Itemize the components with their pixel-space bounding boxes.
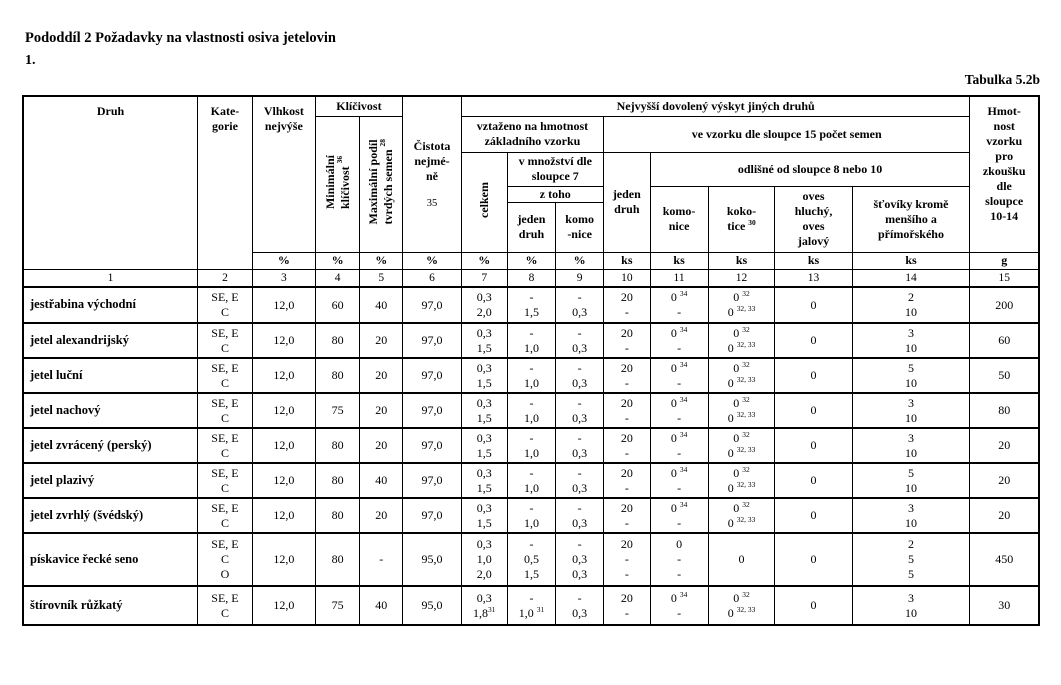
value-cell: 3 10 — [852, 498, 970, 533]
value-cell: SE, E C — [198, 498, 253, 533]
column-number-cell: 11 — [650, 269, 708, 287]
value-cell: 0 — [775, 287, 852, 323]
cistota-footnote: 35 — [426, 197, 438, 209]
value-cell: 0 — [775, 533, 852, 586]
value-cell: 0,3 1,5 — [461, 463, 507, 498]
item-number: 1. — [25, 53, 36, 68]
species-name-cell: jetel plazivý — [23, 463, 198, 498]
celkem-label: celkem — [476, 182, 491, 218]
unit-cell: ks — [708, 252, 775, 269]
value-cell: 75 — [315, 586, 360, 625]
value-cell: - 1,0 — [507, 428, 556, 463]
value-cell: 20 — [360, 393, 403, 428]
value-cell: 80 — [315, 428, 360, 463]
value-cell: 0 $^{34}$ - — [650, 498, 708, 533]
value-cell: 75 — [315, 393, 360, 428]
species-name-cell: jetel nachový — [23, 393, 198, 428]
col-header-v-mnozstvi: v množství dle sloupce 7 — [507, 152, 603, 186]
value-cell: 0 $^{32}$ 0 $^{32, 33}$ — [708, 287, 775, 323]
value-cell: 450 — [970, 533, 1039, 586]
value-cell: 2 5 5 — [852, 533, 970, 586]
column-number-cell: 9 — [556, 269, 604, 287]
unit-cell: ks — [852, 252, 970, 269]
col-header-max-podil-tvrdych-semen — [360, 116, 403, 252]
unit-cell: % — [507, 252, 556, 269]
value-cell: 80 — [315, 463, 360, 498]
value-cell: - 0,3 — [556, 428, 604, 463]
table-row — [23, 358, 1039, 393]
table-row — [23, 287, 1039, 323]
value-cell: 20 — [360, 323, 403, 358]
value-cell: 5 10 — [852, 358, 970, 393]
unit-cell: ks — [775, 252, 852, 269]
value-cell: SE, E C — [198, 323, 253, 358]
col-header-jeden-druh-8: jeden druh — [507, 202, 556, 252]
column-number-cell: 3 — [252, 269, 315, 287]
unit-cell: % — [252, 252, 315, 269]
value-cell: 97,0 — [403, 287, 462, 323]
value-cell: 0 — [775, 463, 852, 498]
value-cell: - 1,5 — [507, 287, 556, 323]
value-cell: - 0,3 0,3 — [556, 533, 604, 586]
value-cell: 95,0 — [403, 586, 462, 625]
value-cell: 0,3 1,5 — [461, 323, 507, 358]
value-cell: - 1,0 — [507, 463, 556, 498]
col-header-celkem — [461, 152, 507, 252]
value-cell: 60 — [970, 323, 1039, 358]
table-row — [23, 498, 1039, 533]
column-numbers-row — [23, 269, 1039, 287]
value-cell: 0 $^{34}$ - — [650, 323, 708, 358]
col-header-min-klicivost — [315, 116, 360, 252]
col-header-klicivost: Klíčivost — [315, 96, 402, 116]
value-cell: - 0,3 — [556, 358, 604, 393]
value-cell: 97,0 — [403, 428, 462, 463]
value-cell: SE, E C O — [198, 533, 253, 586]
species-name-cell: štírovník růžkatý — [23, 586, 198, 625]
value-cell: SE, E C — [198, 287, 253, 323]
value-cell: 0 — [775, 393, 852, 428]
value-cell: 80 — [315, 323, 360, 358]
value-cell: 0 $^{32}$ 0 $^{32, 33}$ — [708, 428, 775, 463]
table-row — [23, 323, 1039, 358]
value-cell: 60 — [315, 287, 360, 323]
value-cell: - 1,0 $^{31}$ — [507, 586, 556, 625]
value-cell: SE, E C — [198, 393, 253, 428]
table-caption: Tabulka 5.2b — [964, 72, 1040, 87]
value-cell: 0,3 1,0 2,0 — [461, 533, 507, 586]
value-cell: 20 — [360, 428, 403, 463]
value-cell: - 0,3 — [556, 287, 604, 323]
table-row — [23, 393, 1039, 428]
table-row — [23, 463, 1039, 498]
value-cell: 50 — [970, 358, 1039, 393]
value-cell: 12,0 — [252, 533, 315, 586]
col-header-z-toho: z toho — [507, 186, 603, 202]
value-cell: 40 — [360, 463, 403, 498]
unit-cell: ks — [650, 252, 708, 269]
value-cell: 0,3 1,5 — [461, 393, 507, 428]
column-number-cell: 10 — [603, 269, 650, 287]
value-cell: 0,3 1,5 — [461, 498, 507, 533]
value-cell: 20 - — [603, 393, 650, 428]
requirements-table — [22, 95, 1040, 626]
value-cell: 97,0 — [403, 498, 462, 533]
value-cell: 97,0 — [403, 463, 462, 498]
column-number-cell: 5 — [360, 269, 403, 287]
col-header-druh: Druh — [23, 96, 198, 269]
value-cell: 12,0 — [252, 463, 315, 498]
unit-cell: % — [315, 252, 360, 269]
value-cell: 0 - - — [650, 533, 708, 586]
col-header-komonice-11: komo- nice — [650, 186, 708, 252]
max-podil-label: Maximální podíl tvrdých semen $^{28}$ — [366, 139, 396, 225]
value-cell: 2 10 — [852, 287, 970, 323]
value-cell: 20 — [360, 358, 403, 393]
value-cell: 80 — [315, 498, 360, 533]
page-title: Pododdíl 2 Požadavky na vlastnosti osiva jetelovin — [25, 30, 336, 46]
col-header-komonice-9: komo -nice — [556, 202, 604, 252]
col-header-kokotice-12: koko- tice $^{30}$ — [708, 186, 775, 252]
value-cell: SE, E C — [198, 428, 253, 463]
col-header-vztazeno-na-hmotnost: vztaženo na hmotnost základního vzorku — [461, 116, 603, 152]
header-row-1 — [23, 96, 1039, 116]
unit-cell: % — [461, 252, 507, 269]
value-cell: 97,0 — [403, 323, 462, 358]
value-cell: 20 - — [603, 463, 650, 498]
value-cell: 80 — [970, 393, 1039, 428]
value-cell: 20 - - — [603, 533, 650, 586]
value-cell: - 0,3 — [556, 498, 604, 533]
value-cell: 0 $^{34}$ - — [650, 586, 708, 625]
column-number-cell: 1 — [23, 269, 198, 287]
value-cell: 20 — [970, 463, 1039, 498]
value-cell: 3 10 — [852, 428, 970, 463]
value-cell: 80 — [315, 533, 360, 586]
value-cell: - 0,3 — [556, 393, 604, 428]
value-cell: 97,0 — [403, 393, 462, 428]
table-row — [23, 533, 1039, 586]
value-cell: 20 — [970, 428, 1039, 463]
column-number-cell: 13 — [775, 269, 852, 287]
value-cell: - 0,3 — [556, 586, 604, 625]
value-cell: 0 — [775, 498, 852, 533]
value-cell: 3 10 — [852, 586, 970, 625]
value-cell: 20 - — [603, 428, 650, 463]
unit-cell: % — [360, 252, 403, 269]
col-header-kategorie: Kate- gorie — [198, 96, 253, 269]
column-number-cell: 7 — [461, 269, 507, 287]
value-cell: 0 $^{32}$ 0 $^{32, 33}$ — [708, 498, 775, 533]
value-cell: - 0,3 — [556, 323, 604, 358]
species-name-cell: jetel luční — [23, 358, 198, 393]
col-header-ve-vzorku: ve vzorku dle sloupce 15 počet semen — [603, 116, 969, 152]
value-cell: 30 — [970, 586, 1039, 625]
value-cell: 95,0 — [403, 533, 462, 586]
value-cell: 200 — [970, 287, 1039, 323]
column-number-cell: 14 — [852, 269, 970, 287]
value-cell: 0 — [775, 428, 852, 463]
value-cell: 20 - — [603, 287, 650, 323]
species-name-cell: jetel zvrhlý (švédský) — [23, 498, 198, 533]
value-cell: SE, E C — [198, 463, 253, 498]
value-cell: - 0,3 — [556, 463, 604, 498]
value-cell: - 1,0 — [507, 498, 556, 533]
value-cell: - 1,0 — [507, 393, 556, 428]
column-number-cell: 15 — [970, 269, 1039, 287]
value-cell: 0,3 $1,8^{31}$ — [461, 586, 507, 625]
col-header-vlhkost: Vlhkost nejvýše — [252, 96, 315, 252]
value-cell: 0 $^{32}$ 0 $^{32, 33}$ — [708, 463, 775, 498]
min-klicivost-label: Minimální klíčivost $^{36}$ — [322, 154, 352, 209]
unit-cell: ks — [603, 252, 650, 269]
value-cell: 0 $^{32}$ 0 $^{32, 33}$ — [708, 393, 775, 428]
value-cell: 0 $^{34}$ - — [650, 428, 708, 463]
table-row — [23, 428, 1039, 463]
value-cell: 20 - — [603, 498, 650, 533]
column-number-cell: 12 — [708, 269, 775, 287]
value-cell: 0 $^{34}$ - — [650, 463, 708, 498]
table-row — [23, 586, 1039, 625]
value-cell: 3 10 — [852, 393, 970, 428]
col-header-oves-13: oves hluchý, oves jalový — [775, 186, 852, 252]
value-cell: 0 $^{32}$ 0 $^{32, 33}$ — [708, 586, 775, 625]
species-name-cell: pískavice řecké seno — [23, 533, 198, 586]
col-header-stoviky-14: šťovíky kromě menšího a přímořského — [852, 186, 970, 252]
species-name-cell: jetel alexandrijský — [23, 323, 198, 358]
value-cell: 12,0 — [252, 428, 315, 463]
value-cell: 0,3 2,0 — [461, 287, 507, 323]
value-cell: 0 — [775, 323, 852, 358]
value-cell: 0 $^{32}$ 0 $^{32, 33}$ — [708, 323, 775, 358]
value-cell: 3 10 — [852, 323, 970, 358]
value-cell: 0 — [775, 586, 852, 625]
col-header-odlisne: odlišné od sloupce 8 nebo 10 — [650, 152, 970, 186]
value-cell: 80 — [315, 358, 360, 393]
unit-cell: % — [403, 252, 462, 269]
value-cell: 40 — [360, 287, 403, 323]
value-cell: 0 $^{34}$ - — [650, 287, 708, 323]
value-cell: 20 — [970, 498, 1039, 533]
value-cell: 5 10 — [852, 463, 970, 498]
value-cell: 0,3 1,5 — [461, 358, 507, 393]
species-name-cell: jestřabina východní — [23, 287, 198, 323]
value-cell: 20 - — [603, 358, 650, 393]
unit-cell: g — [970, 252, 1039, 269]
unit-cell: % — [556, 252, 604, 269]
value-cell: 12,0 — [252, 393, 315, 428]
value-cell: 40 — [360, 586, 403, 625]
value-cell: - 0,5 1,5 — [507, 533, 556, 586]
value-cell: SE, E C — [198, 358, 253, 393]
value-cell: 20 - — [603, 323, 650, 358]
col-header-jeden-druh-10: jeden druh — [603, 152, 650, 252]
value-cell: 20 — [360, 498, 403, 533]
value-cell: - 1,0 — [507, 358, 556, 393]
cistota-label: Čistota nejmé- ně — [413, 138, 451, 183]
value-cell: 12,0 — [252, 358, 315, 393]
value-cell: SE, E C — [198, 586, 253, 625]
value-cell: 12,0 — [252, 586, 315, 625]
col-header-hmotnost-vzorku: Hmot- nost vzorku pro zkoušku dle sloupce 10-14 — [970, 96, 1039, 252]
value-cell: 0 — [775, 358, 852, 393]
value-cell: 0 $^{32}$ 0 $^{32, 33}$ — [708, 358, 775, 393]
column-number-cell: 2 — [198, 269, 253, 287]
value-cell: 0 — [708, 533, 775, 586]
value-cell: - 1,0 — [507, 323, 556, 358]
value-cell: 0,3 1,5 — [461, 428, 507, 463]
column-number-cell: 8 — [507, 269, 556, 287]
column-number-cell: 4 — [315, 269, 360, 287]
value-cell: 97,0 — [403, 358, 462, 393]
column-number-cell: 6 — [403, 269, 462, 287]
value-cell: 0 $^{34}$ - — [650, 358, 708, 393]
value-cell: - — [360, 533, 403, 586]
col-header-nejvyssi-vyskyt: Nejvyšší dovolený výskyt jiných druhů — [461, 96, 969, 116]
col-header-cistota — [403, 96, 462, 252]
value-cell: 0 $^{34}$ - — [650, 393, 708, 428]
value-cell: 12,0 — [252, 498, 315, 533]
value-cell: 12,0 — [252, 323, 315, 358]
species-name-cell: jetel zvrácený (perský) — [23, 428, 198, 463]
value-cell: 12,0 — [252, 287, 315, 323]
value-cell: 20 - — [603, 586, 650, 625]
